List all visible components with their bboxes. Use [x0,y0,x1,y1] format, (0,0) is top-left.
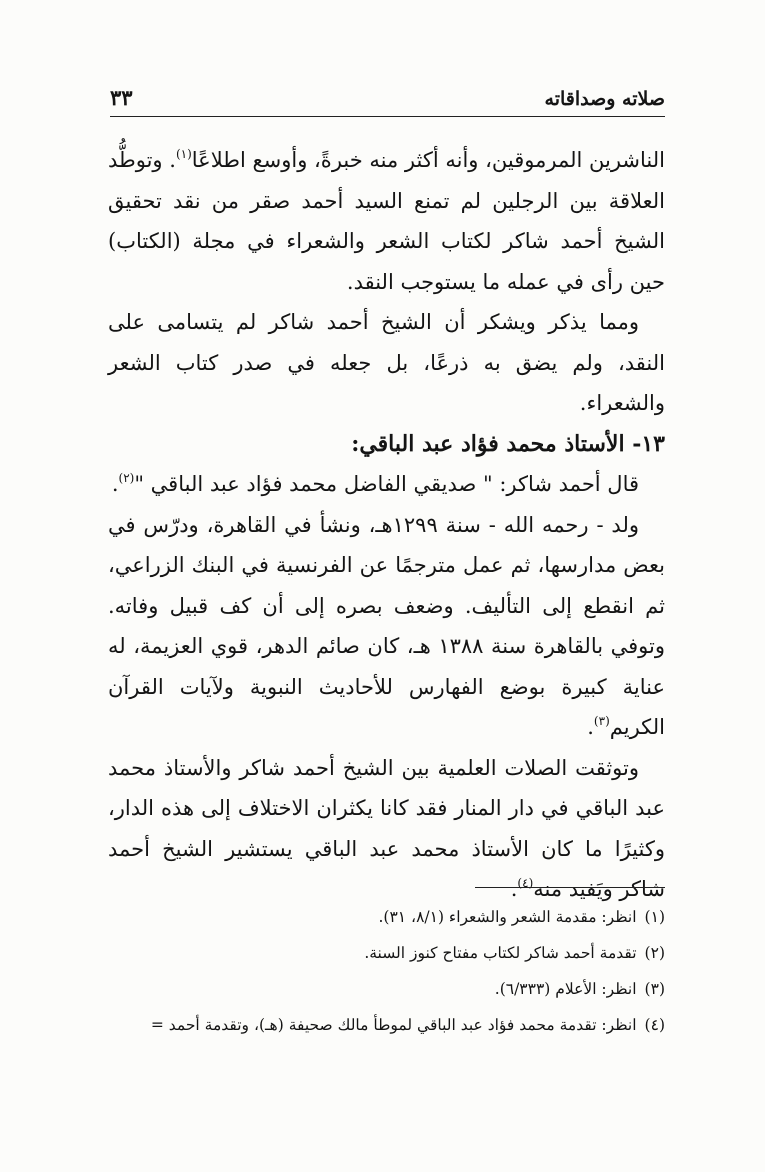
footnote-number: (١) [644,908,665,926]
section-heading: ١٣- الأستاذ محمد فؤاد عبد الباقي: [351,430,665,457]
main-text [108,140,665,910]
footnote-4 [108,1007,665,1043]
paragraph-end: . [587,715,594,739]
footnote-text: انظر: مقدمة الشعر والشعراء (٨/١، ٣١). [378,908,637,926]
footnote-text: انظر: تقدمة محمد فؤاد عبد الباقي لموطأ مالك صحيفة (هـ)، وتقدمة أحمد = [150,1016,637,1034]
footnote-number: (٣) [644,980,665,998]
paragraph-4 [108,505,665,748]
footnote-2 [108,935,665,971]
paragraph-text: . وتوطُّد العلاقة بين الرجلين لم تمنع السيد أحمد صقر من نقد تحقيق الشيخ أحمد شاكر لكتاب الشعر والشعراء في مجلة (الكتاب) حين رأى في عمله ما يستوجب النقد. [108,148,665,294]
paragraph-3 [108,464,665,505]
footnote-number: (٤) [644,1016,665,1034]
footnotes [108,899,665,1043]
footnote-ref-2[interactable]: (٢) [118,471,135,485]
footnote-3 [108,971,665,1007]
paragraph-text: قال أحمد شاكر: " صديقي الفاضل محمد فؤاد عبد الباقي " [134,472,639,496]
footnote-divider [475,887,665,888]
paragraph-end: . [111,472,119,496]
footnote-text: انظر: الأعلام (٦/٣٣٣). [494,980,637,998]
footnote-number: (٢) [644,944,665,962]
paragraph-5 [108,748,665,910]
paragraph-text: ومما يذكر ويشكر أن الشيخ أحمد شاكر لم يتسامى على النقد، ولم يضق به ذرعًا، بل جعله في صدر كتاب الشعر والشعراء. [108,310,665,415]
page-header [110,82,665,117]
footnote-ref-4[interactable]: (٤) [517,876,534,890]
paragraph-end: . [510,877,518,901]
paragraph-text: الناشرين المرموقين، وأنه أكثر منه خبرةً، وأوسع اطلاعًا [191,148,666,172]
paragraph-2 [108,302,665,424]
page-number: ٣٣ [110,85,133,110]
paragraph-text: وتوثقت الصلات العلمية بين الشيخ أحمد شاكر والأستاذ محمد عبد الباقي في دار المنار فقد كانا يكثران الاختلاف إلى هذه الدار، وكثيرًا ما كان الأستاذ محمد عبد الباقي يستشير الشيخ أحمد شاكر ويَفيد منه [108,755,665,901]
footnote-text: تقدمة أحمد شاكر لكتاب مفتاح كنوز السنة. [364,944,637,962]
paragraph-1 [108,140,665,302]
running-title: صلاته وصداقاته [544,88,665,110]
paragraph-text: ولد - رحمه الله - سنة ١٢٩٩هـ، ونشأ في القاهرة، ودرّس في بعض مدارسها، ثم عمل مترجمًا عن الفرنسية في البنك الزراعي، ثم انقطع إلى التأليف. وضعف بصره إلى أن كف قبيل وفاته. وتوفي بالقاهرة سنة ١٣٨٨ هـ، كان صائم الدهر، قوي العزيمة، له عناية كبيرة بوضع الفهارس للأحاديث النبوية ولآيات القرآن الكريم [108,512,666,739]
footnote-1 [108,899,665,935]
footnote-ref-3[interactable]: (٣) [593,714,610,728]
footnote-ref-1[interactable]: (١) [175,147,192,161]
